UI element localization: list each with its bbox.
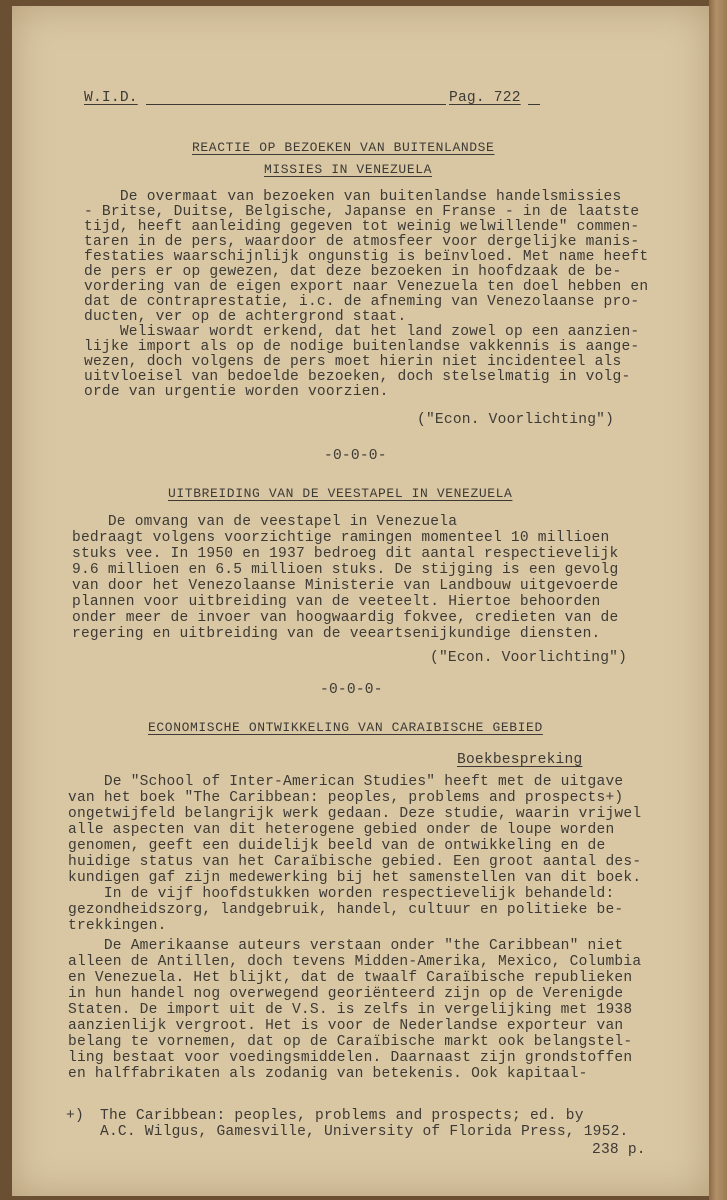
header-page-number: Pag. 722 xyxy=(449,90,521,106)
body-line: In de vijf hoofdstukken worden respectievelijk behandeld: xyxy=(68,886,615,902)
header-rule-end xyxy=(528,90,540,105)
article-2-source: ("Econ. Voorlichting") xyxy=(430,650,628,666)
article-3-title: ECONOMISCHE ONTWIKKELING VAN CARAIBISCHE GEBIED xyxy=(148,720,543,735)
body-line: bedraagt volgens voorzichtige ramingen momenteel 10 millioen xyxy=(72,530,610,546)
body-line: Staten. De import uit de V.S. is zelfs in vergelijking met 1938 xyxy=(68,1002,633,1018)
header-rule xyxy=(146,90,446,105)
article-3-subtitle: Boekbespreking xyxy=(457,752,583,768)
header-left: W.I.D. xyxy=(84,90,138,106)
body-line: van het boek "The Caribbean: peoples, problems and prospects+) xyxy=(68,790,624,806)
body-line: kundigen gaf zijn medewerking bij het samenstellen van dit boek. xyxy=(68,870,642,886)
body-line: belang te vornemen, dat op de Caraïbische markt ook belangstel- xyxy=(68,1034,633,1050)
body-line: alle aspecten van dit heterogene gebied onder de loupe worden xyxy=(68,822,615,838)
body-line: plannen voor uitbreiding van de veeteelt. Hiertoe behoorden xyxy=(72,594,601,610)
body-line: en halffabrikaten als zodanig van betekenis. Ook kapitaal- xyxy=(68,1066,588,1082)
body-line: - Britse, Duitse, Belgische, Japanse en Franse - in de laatste xyxy=(84,204,640,220)
body-line: vordering van de eigen export naar Venezuela ten doel hebben en xyxy=(84,279,649,295)
body-line: 9.6 millioen en 6.5 millioen stuks. De stijging is een gevolg xyxy=(72,562,619,578)
body-line: en Venezuela. Het blijkt, dat de twaalf Caraïbische republieken xyxy=(68,970,633,986)
body-line: festaties waarschijnlijk ongunstig is beïnvloed. Met name heeft xyxy=(84,249,649,265)
body-line: dat de contraprestatie, i.c. de afneming van Venezolaanse pro- xyxy=(84,294,640,310)
body-line: ducten, ver op de achtergrond staat. xyxy=(84,309,407,325)
footnote-line: The Caribbean: peoples, problems and prospects; ed. by xyxy=(100,1108,584,1124)
body-line: Weliswaar wordt erkend, dat het land zowel op een aanzien- xyxy=(84,324,640,340)
article-1-title-line-2: MISSIES IN VENEZUELA xyxy=(264,162,433,177)
body-line: van door het Venezolaanse Ministerie van Landbouw uitgevoerde xyxy=(72,578,619,594)
footnote-mark: +) xyxy=(66,1108,84,1124)
body-line: genomen, geeft een duidelijk beeld van de ontwikkeling en de xyxy=(68,838,606,854)
body-line: taren in de pers, waardoor de atmosfeer voor dergelijke manis- xyxy=(84,234,640,250)
body-line: De omvang van de veestapel in Venezuela xyxy=(72,514,458,530)
body-line: de pers er op gewezen, dat deze bezoeken in hoofdzaak de be- xyxy=(84,264,622,280)
body-line: wezen, doch volgens de pers moet hierin niet incidenteel als xyxy=(84,354,622,370)
footnote-line: A.C. Wilgus, Gamesville, University of Florida Press, 1952. xyxy=(100,1124,629,1140)
book-spine-edge xyxy=(709,0,727,1200)
article-1-source: ("Econ. Voorlichting") xyxy=(417,412,615,428)
article-1-title-line-1: REACTIE OP BEZOEKEN VAN BUITENLANDSE xyxy=(192,140,495,155)
body-line: huidige status van het Caraïbische gebied. Een groot aantal des- xyxy=(68,854,642,870)
body-line: De "School of Inter-American Studies" heeft met de uitgave xyxy=(68,774,624,790)
article-2-title: UITBREIDING VAN DE VEESTAPEL IN VENEZUELA xyxy=(168,486,513,501)
body-line: trekkingen. xyxy=(68,918,167,934)
body-line: in hun handel nog overwegend georiënteerd zijn op de Verenigde xyxy=(68,986,624,1002)
body-line: tijd, heeft aanleiding gegeven tot weinig welwillende" commen- xyxy=(84,219,640,235)
body-line: lijke import als op de nodige buitenlandse vakkennis is aange- xyxy=(84,339,640,355)
separator-2: -0-0-0- xyxy=(320,682,383,698)
body-line: uitvloeisel van bedoelde bezoeken, doch stelselmatig in volg- xyxy=(84,369,631,385)
body-line: ling bestaat voor voedingsmiddelen. Daarnaast zijn grondstoffen xyxy=(68,1050,633,1066)
body-line: alleen de Antillen, doch tevens Midden-Amerika, Mexico, Columbia xyxy=(68,954,642,970)
body-line: De Amerikaanse auteurs verstaan onder "the Caribbean" niet xyxy=(68,938,624,954)
footnote-line: 238 p. xyxy=(592,1142,646,1158)
body-line: ongetwijfeld belangrijk werk gedaan. Deze studie, waarin vrijwel xyxy=(68,806,642,822)
separator-1: -0-0-0- xyxy=(324,448,387,464)
body-line: De overmaat van bezoeken van buitenlandse handelsmissies xyxy=(84,189,622,205)
body-line: orde van urgentie worden voorzien. xyxy=(84,384,389,400)
body-line: onder meer de invoer van hoogwaardig fokvee, credieten van de xyxy=(72,610,619,626)
document-page xyxy=(12,6,709,1196)
body-line: aanzienlijk vergroot. Het is voor de Nederlandse exporteur van xyxy=(68,1018,624,1034)
body-line: regering en uitbreiding van de veeartsenijkundige diensten. xyxy=(72,626,601,642)
body-line: gezondheidszorg, landgebruik, handel, cultuur en politieke be- xyxy=(68,902,624,918)
body-line: stuks vee. In 1950 en 1937 bedroeg dit aantal respectievelijk xyxy=(72,546,619,562)
